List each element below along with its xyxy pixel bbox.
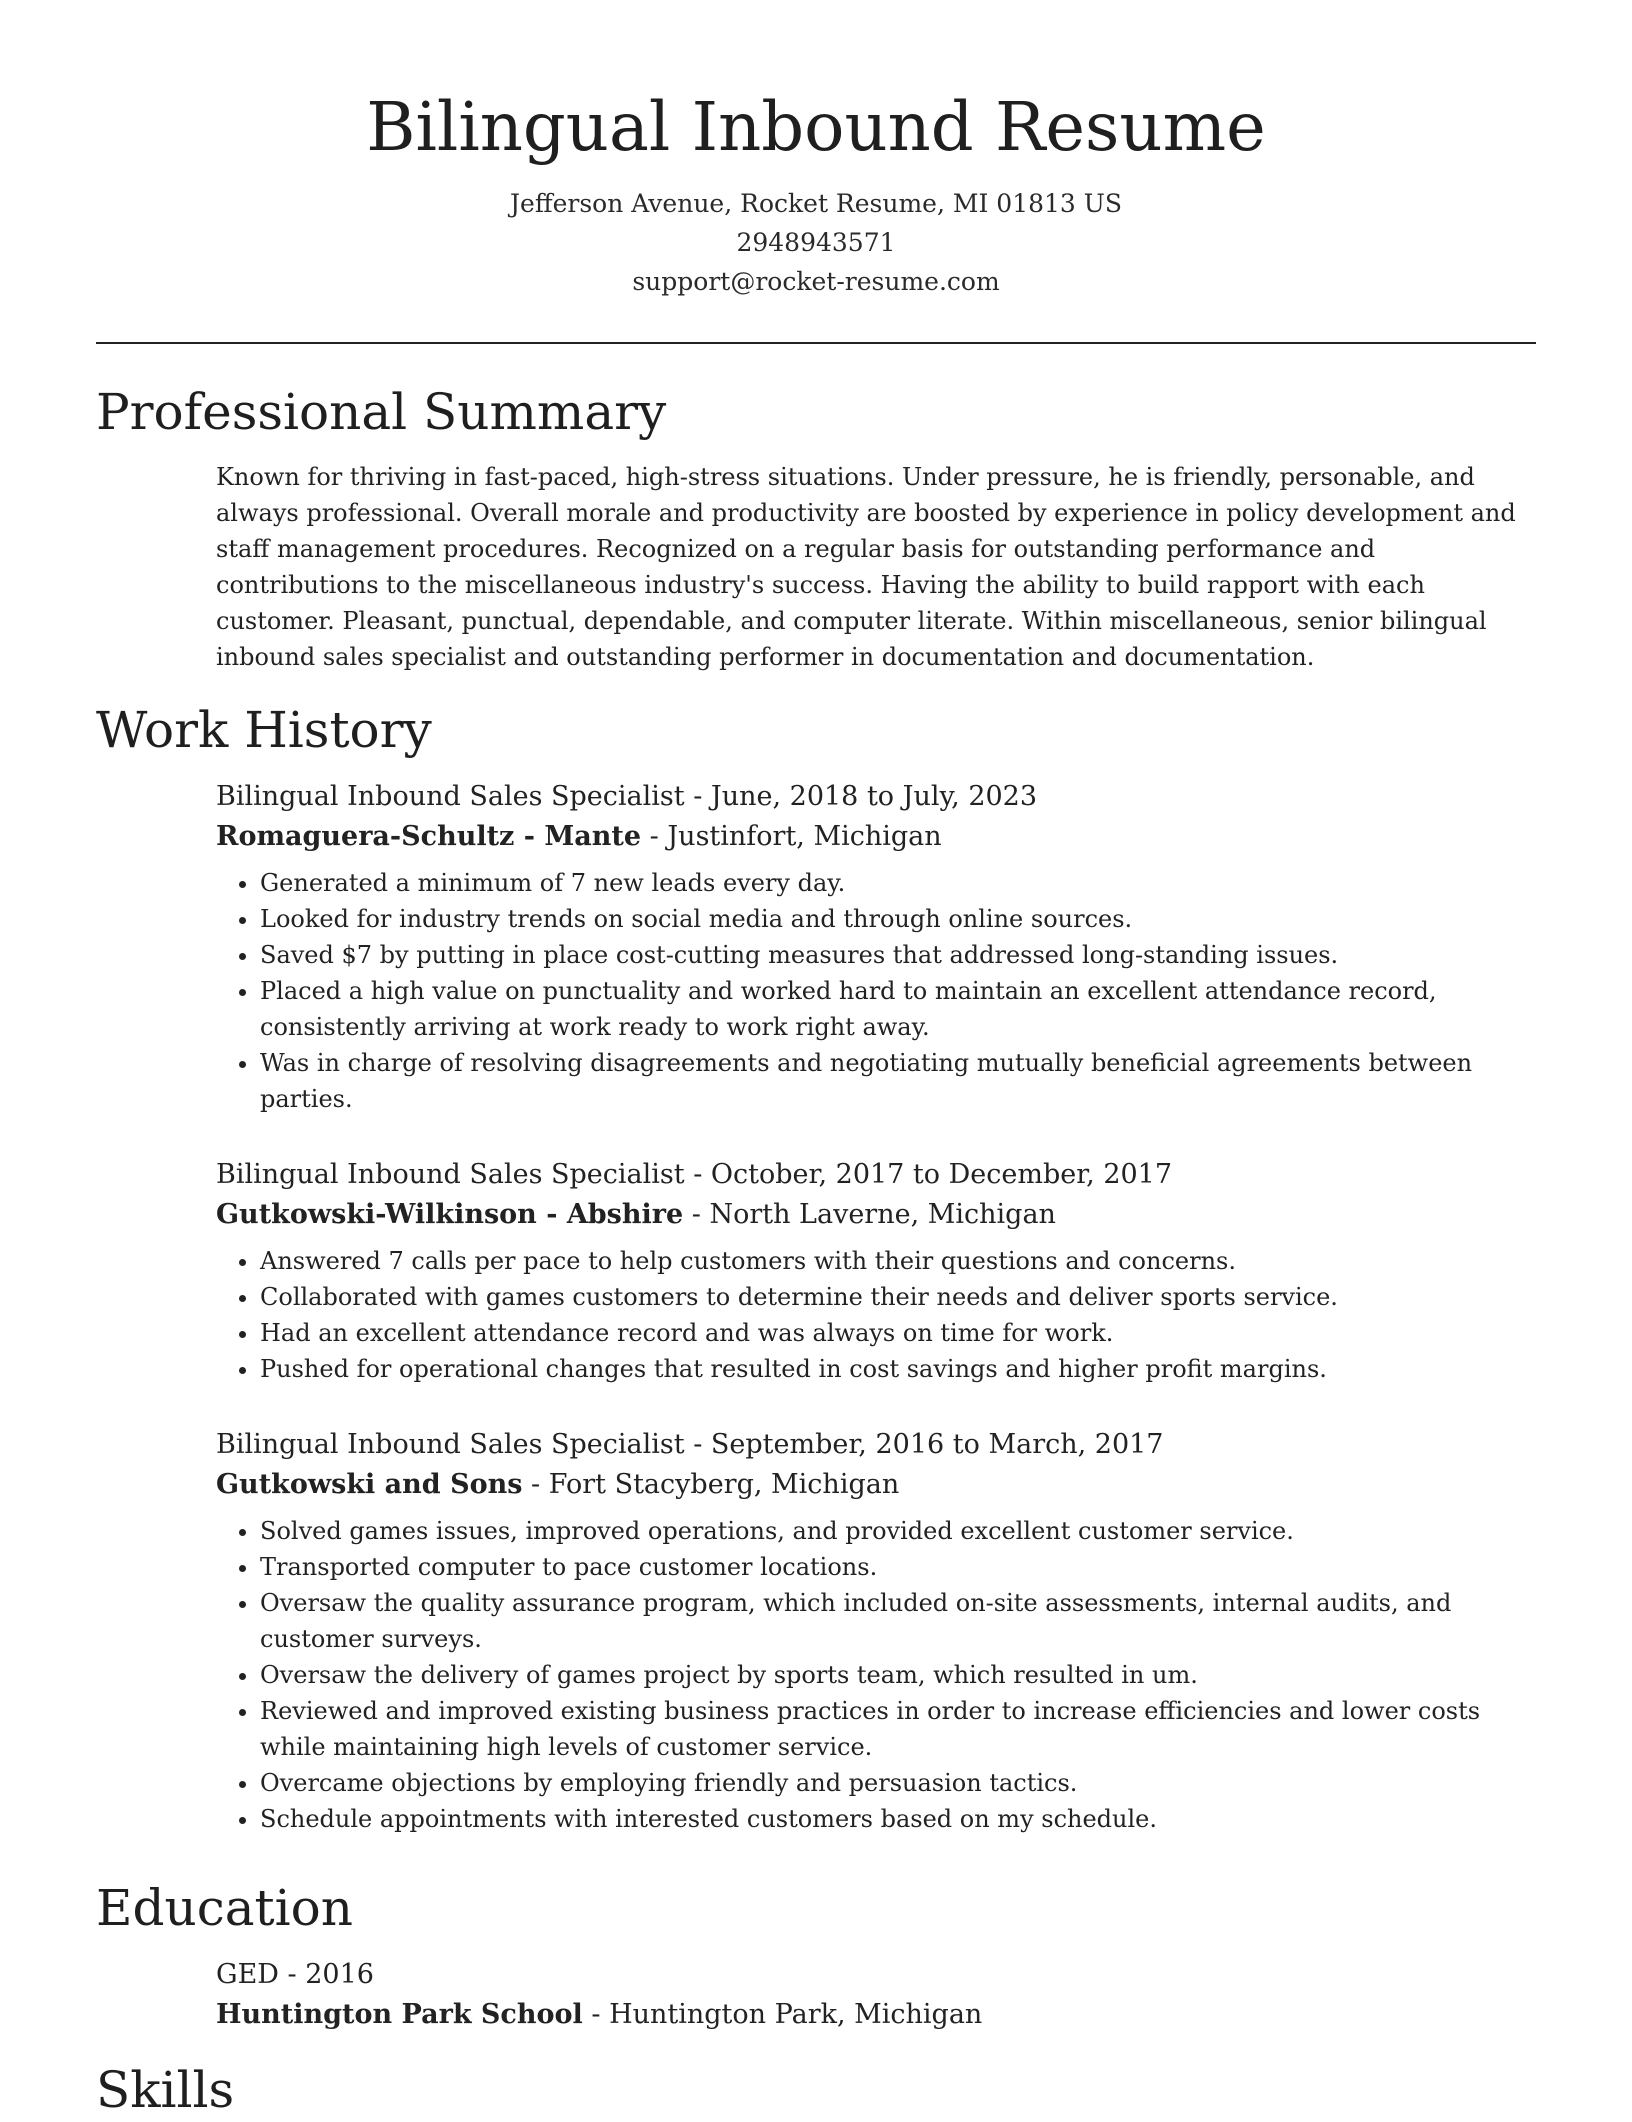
job-company-line: [216, 817, 1536, 857]
job-bullets: [216, 865, 1536, 1117]
job-company: Gutkowski-Wilkinson - Abshire: [216, 1199, 684, 1230]
education-degree: GED: [216, 1959, 279, 1990]
work-history-heading: Work History: [96, 701, 432, 759]
education-heading: Education: [96, 1879, 353, 1937]
education-year: 2016: [305, 1959, 374, 1990]
contact-email: support@rocket-resume.com: [632, 267, 1000, 296]
job-company: Romaguera-Schultz - Mante: [216, 821, 642, 852]
job-company-line: [216, 1465, 1536, 1505]
job-title: Bilingual Inbound Sales Specialist: [216, 1429, 685, 1460]
education-entry: [216, 1955, 1536, 2035]
job-dates: October, 2017 to December, 2017: [710, 1159, 1173, 1190]
job-bullet: • Looked for industry trends on social media and through online sources.: [260, 901, 1536, 937]
job-bullet: • Placed a high value on punctuality and worked hard to maintain an excellent attendance record, consistently arriving at work ready to work right away.: [260, 973, 1536, 1045]
job-bullet: • Generated a minimum of 7 new leads every day.: [260, 865, 1536, 901]
job-bullet: • Transported computer to pace customer locations.: [260, 1549, 1536, 1585]
job-bullet: • Schedule appointments with interested customers based on my schedule.: [260, 1801, 1536, 1837]
resume-name: Bilingual Inbound Resume: [366, 88, 1266, 166]
summary-block: [216, 459, 1536, 675]
education-school-line: [216, 1995, 1536, 2035]
job-dates: June, 2018 to July, 2023: [710, 781, 1038, 812]
job-entry: [216, 777, 1536, 1117]
education-separator: -: [278, 1959, 306, 1990]
education-degree-line: [216, 1955, 1536, 1995]
job-bullet: • Collaborated with games customers to determine their needs and deliver sports service.: [260, 1279, 1536, 1315]
job-location: North Laverne, Michigan: [709, 1199, 1056, 1230]
job-bullets: [216, 1243, 1536, 1387]
job-location: Fort Stacyberg, Michigan: [548, 1469, 900, 1500]
job-separator: -: [522, 1469, 549, 1500]
summary-heading: Professional Summary: [96, 383, 667, 441]
job-bullet: • Solved games issues, improved operations, and provided excellent customer service.: [260, 1513, 1536, 1549]
job-location: Justinfort, Michigan: [667, 821, 942, 852]
job-bullet: • Was in charge of resolving disagreements and negotiating mutually beneficial agreements between parties.: [260, 1045, 1536, 1117]
resume-header: [0, 82, 1632, 301]
job-bullets: [216, 1513, 1536, 1837]
contact-address: Jefferson Avenue, Rocket Resume, MI 01813 US: [510, 189, 1122, 218]
job-company: Gutkowski and Sons: [216, 1469, 523, 1500]
job-title-line: [216, 1425, 1536, 1465]
job-separator: -: [684, 781, 711, 812]
job-bullet: • Oversaw the quality assurance program, which included on-site assessments, internal audits, and customer surveys.: [260, 1585, 1536, 1657]
job-bullet: • Pushed for operational changes that resulted in cost savings and higher profit margins.: [260, 1351, 1536, 1387]
education-location: Huntington Park, Michigan: [609, 1999, 983, 2030]
contact-info: [0, 184, 1632, 301]
job-title: Bilingual Inbound Sales Specialist: [216, 1159, 685, 1190]
job-company-line: [216, 1195, 1536, 1235]
job-entry: [216, 1155, 1536, 1387]
job-title-line: [216, 777, 1536, 817]
job-bullet: • Oversaw the delivery of games project by sports team, which resulted in um.: [260, 1657, 1536, 1693]
job-bullet: • Reviewed and improved existing business practices in order to increase efficiencies and lower costs while maintaining high levels of customer service.: [260, 1693, 1536, 1765]
job-bullet: • Had an excellent attendance record and was always on time for work.: [260, 1315, 1536, 1351]
contact-phone: 2948943571: [736, 228, 896, 257]
job-bullet: • Saved $7 by putting in place cost-cutting measures that addressed long-standing issues.: [260, 937, 1536, 973]
job-title: Bilingual Inbound Sales Specialist: [216, 781, 685, 812]
education-school: Huntington Park School: [216, 1999, 583, 2030]
summary-text: Known for thriving in fast-paced, high-stress situations. Under pressure, he is friendly, personable, and always professional. Overall morale and productivity are boosted by experience in policy development and staff management procedures. Recognized on a regular basis for outstanding performance and contributions to the miscellaneous industry's success. Having the ability to build rapport with each customer. Pleasant, punctual, dependable, and computer literate. Within miscellaneous, senior bilingual inbound sales specialist and outstanding performer in documentation and documentation.: [216, 463, 1516, 671]
header-divider: [96, 342, 1536, 344]
job-bullet: • Answered 7 calls per pace to help customers with their questions and concerns.: [260, 1243, 1536, 1279]
job-title-line: [216, 1155, 1536, 1195]
job-separator: -: [683, 1199, 710, 1230]
job-separator: -: [684, 1429, 711, 1460]
job-separator: -: [641, 821, 668, 852]
skills-heading: Skills: [96, 2061, 235, 2119]
job-bullet: • Overcame objections by employing friendly and persuasion tactics.: [260, 1765, 1536, 1801]
job-dates: September, 2016 to March, 2017: [710, 1429, 1164, 1460]
job-separator: -: [684, 1159, 711, 1190]
job-entry: [216, 1425, 1536, 1837]
education-separator: -: [582, 1999, 610, 2030]
